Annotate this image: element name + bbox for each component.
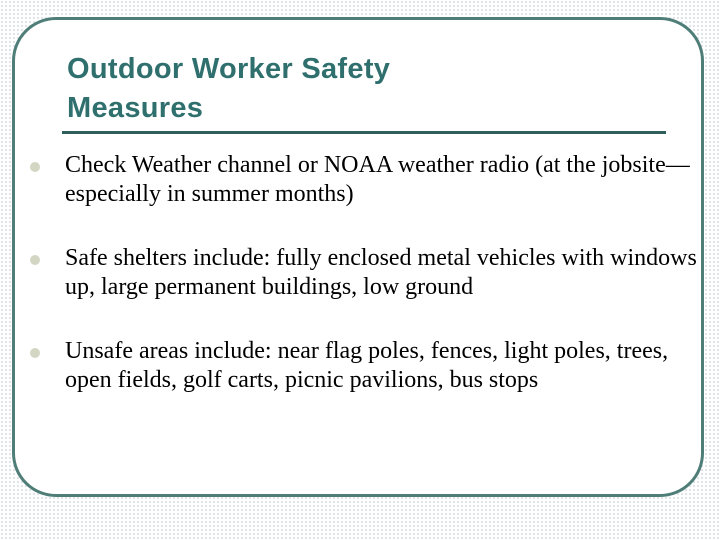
bullet-item-weather: [30, 151, 710, 209]
bullet-item-safe-shelters: [30, 244, 710, 302]
bullet-item-unsafe-areas: [30, 337, 710, 395]
bullet-dot-icon: [30, 255, 40, 265]
slide-title-line-2: Measures: [67, 92, 204, 124]
bullet-dot-icon: [30, 348, 40, 358]
bullet-text-safe-shelters: Safe shelters include: fully enclosed metal vehicles with windows up, large permanent buildings, low ground: [65, 245, 697, 300]
slide-title-line-1: Outdoor Worker Safety: [67, 53, 391, 85]
bullet-text-weather: Check Weather channel or NOAA weather radio (at the jobsite—especially in summer months): [65, 152, 690, 207]
bullet-text-unsafe-areas: Unsafe areas include: near flag poles, fences, light poles, trees, open fields, golf carts, picnic pavilions, bus stops: [65, 338, 669, 393]
bullet-list: [30, 151, 710, 395]
bullet-dot-icon: [30, 162, 40, 172]
slide-title: [67, 50, 627, 128]
title-divider: [62, 131, 666, 134]
